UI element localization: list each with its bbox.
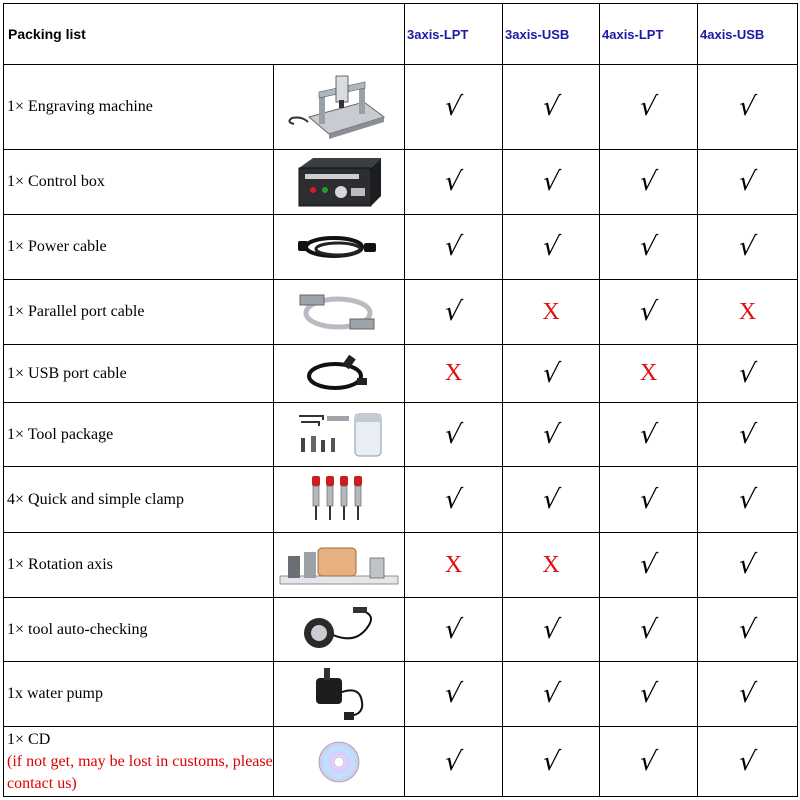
item-label: 1× CD	[7, 730, 51, 748]
mark-cell	[405, 662, 503, 727]
clamp-icon	[274, 467, 405, 533]
mark-cell	[503, 280, 600, 345]
table-row	[4, 467, 798, 533]
check-mark: √	[443, 167, 464, 197]
table-row	[4, 727, 798, 797]
mark-cell	[600, 215, 698, 280]
mark-cell	[698, 65, 798, 150]
mark-cell	[600, 280, 698, 345]
check-mark: √	[638, 92, 659, 122]
check-mark: √	[443, 297, 464, 327]
cross-mark: X	[542, 298, 560, 325]
mark-cell	[600, 598, 698, 662]
check-mark: √	[737, 679, 758, 709]
mark-cell	[600, 662, 698, 727]
cross-mark: X	[444, 551, 463, 578]
table-row	[4, 662, 798, 727]
control-box-icon	[274, 150, 405, 215]
mark-cell	[698, 598, 798, 662]
item-label: 1× USB port cable	[4, 345, 274, 403]
item-label: 1× tool auto-checking	[4, 598, 274, 662]
mark-cell	[698, 662, 798, 727]
check-mark: √	[737, 484, 758, 515]
mark-cell	[405, 215, 503, 280]
check-mark: √	[638, 419, 659, 450]
usb-cable-icon	[274, 345, 405, 403]
check-mark: √	[540, 358, 562, 389]
check-mark: √	[540, 92, 562, 122]
parallel-cable-icon	[274, 280, 405, 345]
check-mark: √	[737, 419, 758, 450]
check-mark: √	[443, 746, 464, 777]
column-header-4axis-lpt: 4axis-LPT	[600, 4, 698, 65]
table-row	[4, 65, 798, 150]
check-mark: √	[737, 614, 758, 645]
table-row	[4, 280, 798, 345]
mark-cell	[600, 727, 698, 797]
table-row	[4, 215, 798, 280]
mark-cell	[405, 403, 503, 467]
mark-cell	[503, 727, 600, 797]
check-mark: √	[638, 746, 659, 777]
cross-mark: X	[639, 360, 658, 386]
check-mark: √	[443, 679, 464, 709]
check-mark: √	[638, 679, 659, 709]
mark-cell	[405, 727, 503, 797]
item-label: 1× Control box	[4, 150, 274, 215]
power-cable-icon	[274, 215, 405, 280]
mark-cell	[698, 345, 798, 403]
item-label: 1× Tool package	[4, 403, 274, 467]
check-mark: √	[737, 232, 758, 262]
mark-cell	[503, 215, 600, 280]
check-mark: √	[638, 232, 659, 262]
item-label: 4× Quick and simple clamp	[4, 467, 274, 533]
check-mark: √	[737, 167, 758, 197]
table-row	[4, 598, 798, 662]
mark-cell	[503, 467, 600, 533]
mark-cell	[503, 403, 600, 467]
mark-cell	[698, 403, 798, 467]
column-header-4axis-usb: 4axis-USB	[698, 4, 798, 65]
mark-cell	[405, 345, 503, 403]
engraving-machine-icon	[274, 65, 405, 150]
mark-cell	[698, 280, 798, 345]
mark-cell	[698, 467, 798, 533]
check-mark: √	[443, 484, 464, 515]
mark-cell	[600, 345, 698, 403]
check-mark: √	[443, 419, 464, 450]
check-mark: √	[443, 92, 464, 122]
cross-mark: X	[738, 298, 757, 325]
check-mark: √	[638, 297, 659, 327]
check-mark: √	[638, 167, 659, 197]
customs-note: (if not get, may be lost in customs, please contact us)	[7, 752, 273, 792]
mark-cell	[503, 598, 600, 662]
mark-cell	[405, 598, 503, 662]
mark-cell	[600, 150, 698, 215]
cd-icon	[274, 727, 405, 797]
check-mark: √	[540, 232, 562, 262]
check-mark: √	[638, 484, 659, 515]
mark-cell	[600, 533, 698, 598]
mark-cell	[600, 65, 698, 150]
check-mark: √	[638, 550, 659, 580]
check-mark: √	[443, 614, 464, 645]
header-row	[4, 4, 798, 65]
check-mark: √	[737, 550, 758, 580]
mark-cell	[503, 662, 600, 727]
check-mark: √	[737, 746, 758, 777]
item-label: 1x water pump	[4, 662, 274, 727]
mark-cell	[503, 345, 600, 403]
mark-cell	[600, 467, 698, 533]
check-mark: √	[540, 167, 562, 197]
check-mark: √	[540, 746, 562, 777]
item-label: 1× Power cable	[4, 215, 274, 280]
check-mark: √	[540, 614, 562, 645]
item-label: 1× Engraving machine	[4, 65, 274, 150]
mark-cell	[698, 727, 798, 797]
packing-list-table	[3, 3, 798, 797]
check-mark: √	[540, 419, 562, 450]
mark-cell	[503, 65, 600, 150]
water-pump-icon	[274, 662, 405, 727]
mark-cell	[503, 533, 600, 598]
mark-cell	[698, 533, 798, 598]
mark-cell	[405, 533, 503, 598]
mark-cell	[600, 403, 698, 467]
cross-mark: X	[444, 360, 463, 386]
check-mark: √	[540, 484, 562, 515]
check-mark: √	[737, 358, 758, 389]
mark-cell	[698, 150, 798, 215]
mark-cell	[405, 150, 503, 215]
cross-mark: X	[542, 551, 560, 578]
check-mark: √	[638, 614, 659, 645]
mark-cell	[405, 467, 503, 533]
mark-cell	[698, 215, 798, 280]
table-row	[4, 345, 798, 403]
item-label: 1× Parallel port cable	[4, 280, 274, 345]
column-header-3axis-lpt: 3axis-LPT	[405, 4, 503, 65]
tool-sensor-icon	[274, 598, 405, 662]
packing-list-title: Packing list	[4, 4, 405, 65]
table-row	[4, 150, 798, 215]
tool-package-icon	[274, 403, 405, 467]
item-label: 1× Rotation axis	[4, 533, 274, 598]
table-row	[4, 533, 798, 598]
item-label-cd	[4, 727, 274, 797]
check-mark: √	[443, 232, 464, 262]
mark-cell	[405, 65, 503, 150]
check-mark: √	[737, 92, 758, 122]
table-row	[4, 403, 798, 467]
column-header-3axis-usb: 3axis-USB	[503, 4, 600, 65]
mark-cell	[503, 150, 600, 215]
rotation-axis-icon	[274, 533, 405, 598]
mark-cell	[405, 280, 503, 345]
check-mark: √	[540, 679, 562, 709]
